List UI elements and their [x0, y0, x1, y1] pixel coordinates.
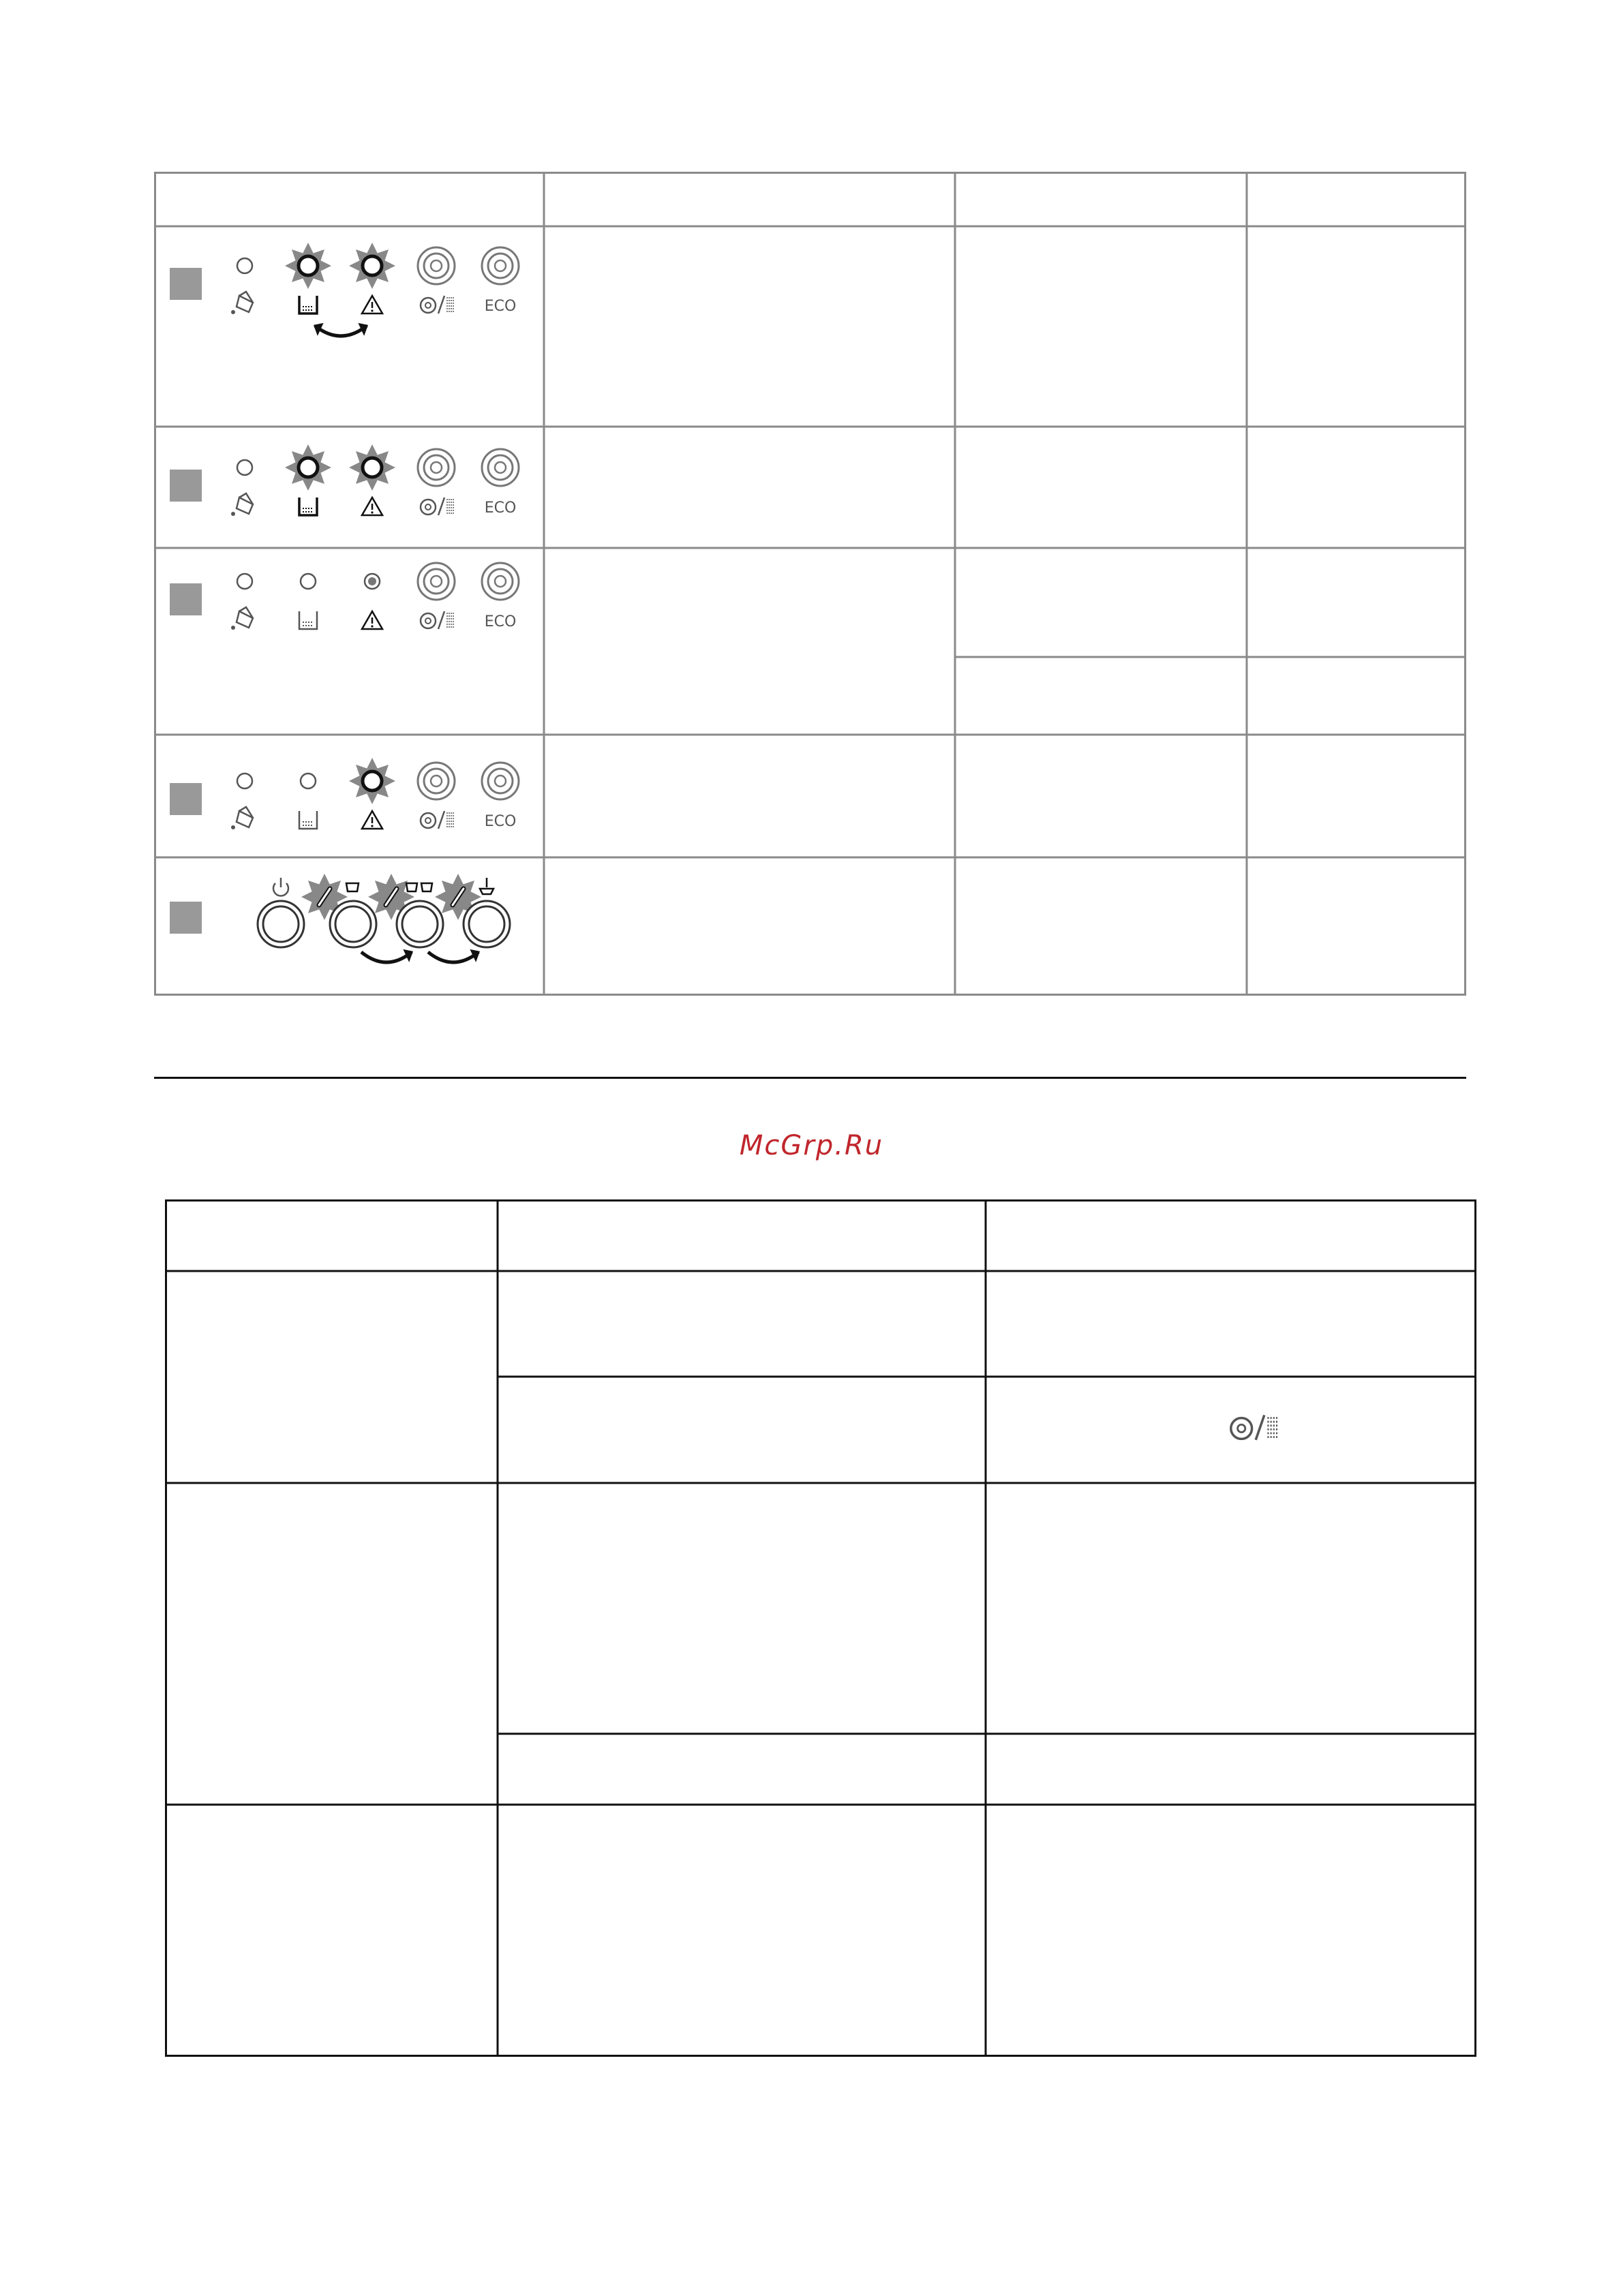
descale-icon: [231, 607, 253, 630]
two-cups-icon: [406, 883, 432, 891]
indicator-panel: [231, 563, 519, 630]
steam-hot-water-icon: [1231, 1415, 1277, 1439]
power-icon: [273, 878, 288, 896]
row-marker: [170, 583, 202, 615]
steam-icon: [480, 878, 494, 894]
steam-hot-water-led: [418, 449, 455, 486]
eco-led: [482, 563, 519, 600]
warning-led: [349, 243, 395, 289]
descale-icon: [231, 292, 253, 314]
warning-icon: [362, 296, 382, 313]
water-tank-led: [301, 574, 316, 589]
water-tank-icon: [299, 811, 317, 829]
eco-led: [482, 449, 519, 486]
status-table: [154, 172, 1466, 996]
steam-hot-water-icon: [421, 611, 453, 629]
steam-hot-water-icon: [421, 296, 453, 313]
button-panel: [258, 874, 510, 962]
descale-led: [237, 574, 252, 589]
warning-icon: [362, 498, 382, 515]
steam-button: [435, 874, 510, 947]
indicator-panel: [231, 243, 519, 336]
row-marker: [170, 470, 202, 502]
row-marker: [170, 902, 202, 934]
water-tank-icon: [299, 498, 317, 515]
row-marker: [170, 783, 202, 815]
descale-led: [237, 774, 252, 789]
eco-label: ECO: [484, 613, 517, 630]
descale-icon: [231, 493, 253, 516]
descale-icon: [231, 807, 253, 829]
steam-hot-water-led: [418, 563, 455, 600]
eco-led: [482, 763, 519, 799]
water-tank-icon: [299, 296, 317, 313]
steam-hot-water-led: [418, 763, 455, 799]
descale-led: [237, 258, 252, 273]
warning-icon: [362, 611, 382, 629]
one-cup-icon: [346, 883, 359, 891]
eco-label: ECO: [484, 813, 517, 830]
power-button: [258, 901, 304, 947]
water-tank-icon: [299, 611, 317, 629]
indicator-panel: [231, 758, 519, 830]
eco-label: ECO: [484, 500, 517, 517]
water-tank-led: [285, 243, 331, 289]
eco-label: ECO: [484, 298, 517, 315]
row-marker: [170, 268, 202, 300]
steam-hot-water-icon: [421, 498, 453, 515]
indicator-panel: [231, 444, 519, 517]
water-tank-led: [301, 774, 316, 789]
section-divider: [154, 1077, 1466, 1079]
steam-hot-water-led: [418, 247, 455, 284]
steam-hot-water-icon: [1231, 1415, 1277, 1439]
sequence-arrow: [315, 326, 367, 336]
warning-icon: [362, 811, 382, 829]
eco-led: [482, 247, 519, 284]
descale-led: [237, 460, 252, 475]
warning-led: [365, 574, 380, 589]
sequence-arrow: [361, 952, 412, 962]
warning-led: [349, 444, 395, 491]
warning-led: [349, 758, 395, 804]
troubleshooting-table: [165, 1199, 1476, 2057]
sequence-arrow: [428, 952, 479, 962]
one-cup-button: [301, 874, 376, 947]
watermark: McGrp.Ru: [739, 1130, 884, 1161]
steam-hot-water-icon: [421, 811, 453, 829]
water-tank-led: [285, 444, 331, 491]
